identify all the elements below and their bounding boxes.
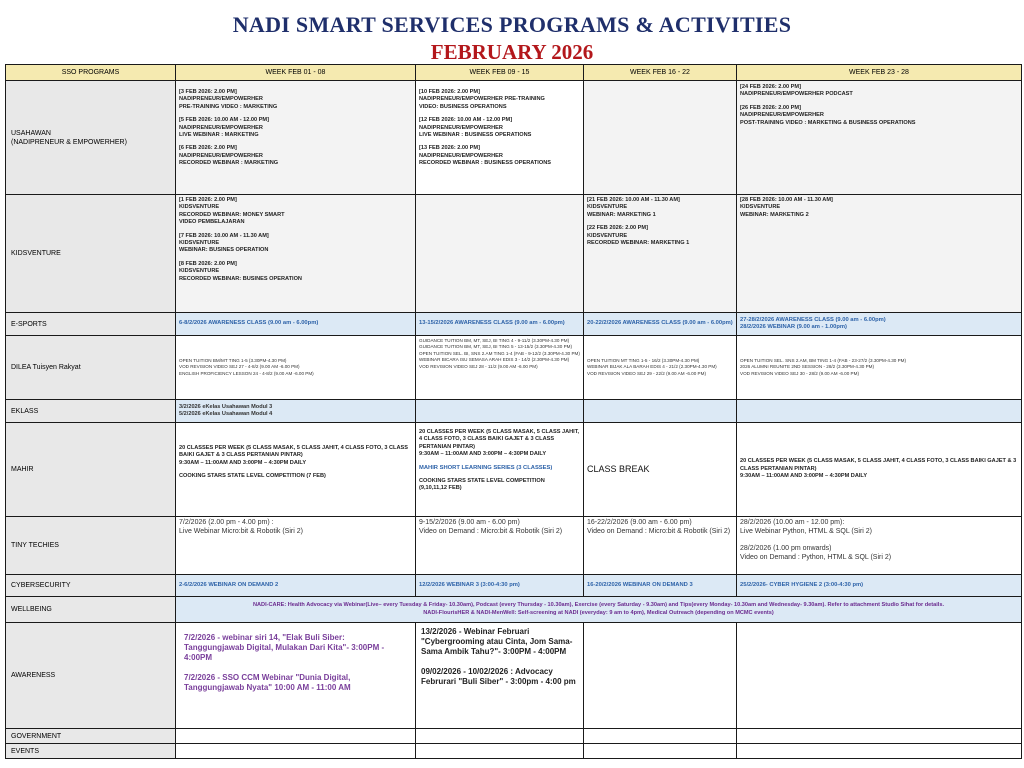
schedule-entry: [10 FEB 2026: 2.00 PM] NADIPRENEUR/EMPOWERHER PRE-TRAINING VIDEO: BUSINESS OPERATIONS xyxy=(419,89,545,110)
schedule-entry: [13 FEB 2026: 2.00 PM] NADIPRENEUR/EMPOWERHER RECORDED WEBINAR : BUSINESS OPERATIONS xyxy=(419,145,551,167)
week-cell xyxy=(416,423,584,517)
week-cell: 3/2/2026 eKelas Usahawan Modul 3 5/2/2026 eKelas Usahawan Modul 4 xyxy=(176,400,416,423)
week-cell: 16-22/2/2026 (9.00 am - 6.00 pm) Video on Demand : Micro:bit & Robotik (Siri 2) xyxy=(584,517,737,575)
programs-table xyxy=(5,64,1022,759)
column-header: WEEK FEB 01 - 08 xyxy=(176,65,416,81)
week-cell: OPEN TUITION BM/MT TING 1-5 (3.30PM-4.30 PM) VOD REVISION VIDEO SEJ 27 - 4-8/2 (9.00 AM -6.00 PM) ENGLISH PROFICIENCY LESSON 24 - 4-8/2 (9.00 AM -6.00 PM) xyxy=(176,336,416,400)
week-cell xyxy=(176,195,416,313)
schedule-entry: COOKING STARS STATE LEVEL COMPETITION (7 FEB) xyxy=(179,473,326,480)
week-cell xyxy=(737,744,1022,759)
week-cell: CLASS BREAK xyxy=(584,423,737,517)
week-cell xyxy=(176,744,416,759)
schedule-entry: 13/2/2026 - Webinar Februari "Cybergrooming atau Cinta, Jom Sama-Sama Ambik Tahu?"- 3:00PM - 4:00PM xyxy=(421,627,573,656)
week-cell xyxy=(176,423,416,517)
program-label: WELLBEING xyxy=(6,597,176,623)
schedule-entry: 09/02/2026 - 10/02/2026 : Advocacy Februrari "Buli Siber" - 3:00pm - 4:00 pm xyxy=(421,667,576,686)
program-label: KIDSVENTURE xyxy=(6,195,176,313)
week-cell: 12/2/2026 WEBINAR 3 (3:00-4:30 pm) xyxy=(416,575,584,597)
week-cell: 7/2/2026 (2.00 pm - 4.00 pm) : Live Webinar Micro:bit & Robotik (Siri 2) xyxy=(176,517,416,575)
week-cell xyxy=(584,81,737,195)
table-row xyxy=(6,744,1022,759)
schedule-entry: [6 FEB 2026: 2.00 PM] NADIPRENEUR/EMPOWERHER RECORDED WEBINAR : MARKETING xyxy=(179,145,279,167)
schedule-entry: 28/2/2026 (10.00 am - 12.00 pm): Live Webinar Python, HTML & SQL (Siri 2) xyxy=(740,519,873,535)
program-label: EKLASS xyxy=(6,400,176,423)
table-header-row xyxy=(6,65,1022,81)
week-cell xyxy=(737,729,1022,744)
week-cell xyxy=(584,623,737,729)
week-cell: GUIDANCE TUITION BM, MT, SEJ, BI TING 4 - 9-11/2 (3.30PM-4.30 PM) GUIDANCE TUITION BM, MT, SEJ, BI TING 5 - 13-15/2 (3.30PM-4.30 PM) OPEN TUITION SEL. BI, SNS 2.AM TING 1-4 (FAB - 9-12/2 (3.30PM-4.30 PM) WEBINAR BICARA ISU SEMASA ARAH EDIS 3 - 14/2 (2.30PM-4.30 PM) VOD REVISION VIDEO SEJ 28 - 11/2 (9.00 AM -6.00 PM) xyxy=(416,336,584,400)
week-cell xyxy=(416,81,584,195)
week-cell xyxy=(737,517,1022,575)
schedule-entry: [1 FEB 2026: 2.00 PM] KIDSVENTURE RECORDED WEBINAR: MONEY SMART VIDEO PEMBELAJARAN xyxy=(179,197,285,226)
week-cell xyxy=(416,744,584,759)
week-cell: OPEN TUITION SEL. SNS 2.AM, BM TING 1-4 (FAB - 23-27/2 (3.30PM-4.30 PM) 2026 ALUMNI REUNITE 2ND SESSION - 28/2 (3.30PM-4.30 PM) VOD REVISION VIDEO SEJ 30 - 28/2 (9.00 AM -6.00 PM) xyxy=(737,336,1022,400)
column-header: WEEK FEB 09 - 15 xyxy=(416,65,584,81)
schedule-entry: [7 FEB 2026: 10.00 AM - 11.30 AM] KIDSVENTURE WEBINAR: BUSINES OPERATION xyxy=(179,232,269,254)
program-label: DILEA Tuisyen Rakyat xyxy=(6,336,176,400)
schedule-entry-highlight: MAHIR SHORT LEARNING SERIES (3 CLASSES) xyxy=(419,464,553,471)
program-label: TINY TECHIES xyxy=(6,517,176,575)
program-label: MAHIR xyxy=(6,423,176,517)
week-cell xyxy=(416,729,584,744)
table-row xyxy=(6,400,1022,423)
table-row xyxy=(6,313,1022,336)
week-cell xyxy=(737,195,1022,313)
week-cell: 6-8/2/2026 AWARENESS CLASS (9.00 am - 6.00pm) xyxy=(176,313,416,336)
table-row xyxy=(6,575,1022,597)
program-label: USAHAWAN (NADIPRENEUR & EMPOWERHER) xyxy=(6,81,176,195)
program-label: CYBERSECURITY xyxy=(6,575,176,597)
program-label: AWARENESS xyxy=(6,623,176,729)
schedule-entry: 20 CLASSES PER WEEK (5 CLASS MASAK, 5 CLASS JAHIT, 4 CLASS FOTO, 3 CLASS BAIKI GAJET & 3 CLASS PERTANIAN PINTAR) 9:30AM – 11:00AM AND 3:00PM – 4:30PM DAILY xyxy=(179,445,408,466)
week-cell xyxy=(584,400,737,423)
schedule-entry: [22 FEB 2026: 2.00 PM] KIDSVENTURE RECORDED WEBINAR: MARKETING 1 xyxy=(587,225,690,247)
schedule-entry: 28/2/2026 (1.00 pm onwards) Video on Demand : Python, HTML & SQL (Siri 2) xyxy=(740,545,892,561)
wellbeing-info: NADI-CARE: Health Advocacy via Webinar(Live– every Tuesday & Friday- 10.30am), Podcast (every Thursday - 10.30am), Exercise (every Saturday - 9.30am) and Tips(every Monday- 10.30am and Wednesday- 9.30am). Refer to attachment Studio Sihat for details. NADI-FlourisHER & NADI-MenWell: Self-screening at NADI (everyday: 9 am to 4pm), Medical Outreach (depending on MCMC events) xyxy=(176,597,1022,623)
schedule-entry: [3 FEB 2026: 2.00 PM] NADIPRENEUR/EMPOWERHER PRE-TRAINING VIDEO : MARKETING xyxy=(179,89,278,110)
week-cell: 20 CLASSES PER WEEK (5 CLASS MASAK, 5 CLASS JAHIT, 4 CLASS FOTO, 3 CLASS BAIKI GAJET & 3 CLASS PERTANIAN PINTAR) 9:30AM – 11:00AM AND 3:00PM – 4:30PM DAILY xyxy=(737,423,1022,517)
week-cell: 2-6/2/2026 WEBINAR ON DEMAND 2 xyxy=(176,575,416,597)
table-row xyxy=(6,423,1022,517)
table-row xyxy=(6,517,1022,575)
program-label: EVENTS xyxy=(6,744,176,759)
week-cell xyxy=(737,623,1022,729)
week-cell: 13-15/2/2026 AWARENESS CLASS (9.00 am - 6.00pm) xyxy=(416,313,584,336)
program-label: E-SPORTS xyxy=(6,313,176,336)
week-cell xyxy=(176,81,416,195)
column-header: WEEK FEB 23 - 28 xyxy=(737,65,1022,81)
week-cell xyxy=(416,400,584,423)
schedule-entry: 7/2/2026 - SSO CCM Webinar "Dunia Digital, Tanggungjawab Nyata" 10:00 AM - 11:00 AM xyxy=(184,673,351,692)
week-cell xyxy=(584,195,737,313)
page-title: NADI SMART SERVICES PROGRAMS & ACTIVITIES xyxy=(232,12,792,37)
program-label: GOVERNMENT xyxy=(6,729,176,744)
week-cell: 16-20/2/2026 WEBINAR ON DEMAND 3 xyxy=(584,575,737,597)
week-cell: 27-28/2/2026 AWARENESS CLASS (9.00 am - 6.00pm) 28/2/2026 WEBINAR (9.00 am - 1.00pm) xyxy=(737,313,1022,336)
week-cell: OPEN TUITION MT TING 1-5 - 16/2 (3.30PM-4.30 PM) WEBINAR BIJAK ALA BARAH EDIS 4 - 21/2 (2.30PM-4.30 PM) VOD REVISION VIDEO SEJ 29 - 22/2 (9.00 AM -6.00 PM) xyxy=(584,336,737,400)
schedule-entry: 20 CLASSES PER WEEK (5 CLASS MASAK, 5 CLASS JAHIT, 4 CLASS FOTO, 3 CLASS BAIKI GAJET & 3 CLASS PERTANIAN PINTAR) 9:30AM – 11:00AM AND 3:00PM – 4:30PM DAILY xyxy=(419,429,580,458)
page-subtitle-month: FEBRUARY 2026 xyxy=(430,40,594,64)
week-cell xyxy=(176,729,416,744)
column-header: SSO PROGRAMS xyxy=(6,65,176,81)
week-cell xyxy=(737,400,1022,423)
table-row xyxy=(6,195,1022,313)
week-cell xyxy=(416,623,584,729)
schedule-entry: [21 FEB 2026: 10.00 AM - 11.30 AM] KIDSVENTURE WEBINAR: MARKETING 1 xyxy=(587,197,680,218)
table-row xyxy=(6,336,1022,400)
week-cell xyxy=(176,623,416,729)
week-cell: 9-15/2/2026 (9.00 am - 6.00 pm) Video on Demand : Micro:bit & Robotik (Siri 2) xyxy=(416,517,584,575)
schedule-entry: [24 FEB 2026: 2.00 PM] NADIPRENEUR/EMPOWERHER PODCAST xyxy=(740,84,853,98)
week-cell: 25/2/2026- CYBER HYGIENE 2 (3:00-4:30 pm) xyxy=(737,575,1022,597)
schedule-entry: [8 FEB 2026: 2.00 PM] KIDSVENTURE RECORDED WEBINAR: BUSINES OPERATION xyxy=(179,260,302,282)
week-cell: 20-22/2/2026 AWARENESS CLASS (9.00 am - 6.00pm) xyxy=(584,313,737,336)
table-row xyxy=(6,81,1022,195)
week-cell xyxy=(584,729,737,744)
schedule-entry: [26 FEB 2026: 2.00 PM] NADIPRENEUR/EMPOWERHER POST-TRAINING VIDEO : MARKETING & BUSINESS OPERATIONS xyxy=(740,104,916,126)
week-cell xyxy=(416,195,584,313)
table-row xyxy=(6,623,1022,729)
week-cell xyxy=(584,744,737,759)
schedule-entry: [28 FEB 2026: 10.00 AM - 11.30 AM] KIDSVENTURE WEBINAR: MARKETING 2 xyxy=(740,197,833,218)
schedule-entry: [5 FEB 2026: 10.00 AM - 12.00 PM] NADIPRENEUR/EMPOWERHER LIVE WEBINAR : MARKETING xyxy=(179,117,269,139)
table-row xyxy=(6,729,1022,744)
schedule-entry: COOKING STARS STATE LEVEL COMPETITION (9,10,11,12 FEB) xyxy=(419,478,545,492)
schedule-entry: [12 FEB 2026: 10.00 AM - 12.00 PM] NADIPRENEUR/EMPOWERHER LIVE WEBINAR : BUSINESS OPERATIONS xyxy=(419,117,532,139)
column-header: WEEK FEB 16 - 22 xyxy=(584,65,737,81)
table-row xyxy=(6,597,1022,623)
schedule-entry: 7/2/2026 - webinar siri 14, "Elak Buli Siber: Tanggungjawab Digital, Mulakan Dari Kita"- 3:00PM - 4:00PM xyxy=(184,633,385,662)
week-cell xyxy=(737,81,1022,195)
